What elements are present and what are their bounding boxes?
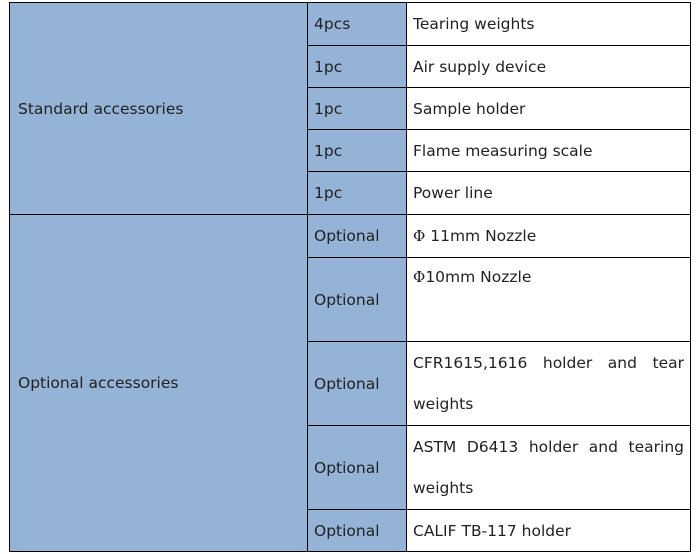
item-text: 10mm Nozzle <box>425 268 532 286</box>
item-cell: CFR1615,1616 holder and tear weights <box>407 342 691 426</box>
item-cell: Air supply device <box>407 46 691 88</box>
item-cell <box>407 215 691 258</box>
item-cell: CALIF TB-117 holder <box>407 510 691 552</box>
table-row <box>10 215 691 258</box>
diameter-symbol: Φ <box>413 268 426 286</box>
quantity-cell: Optional <box>308 426 407 510</box>
category-standard-accessories: Standard accessories <box>10 3 308 215</box>
quantity-cell: Optional <box>308 342 407 426</box>
quantity-cell: 1pc <box>308 88 407 130</box>
quantity-cell: Optional <box>308 215 407 258</box>
item-cell: Tearing weights <box>407 3 691 46</box>
item-cell: Sample holder <box>407 88 691 130</box>
quantity-cell: 1pc <box>308 172 407 215</box>
quantity-cell: Optional <box>308 258 407 342</box>
quantity-cell: 1pc <box>308 130 407 172</box>
item-cell: ASTM D6413 holder and tearing weights <box>407 426 691 510</box>
table-row <box>10 3 691 46</box>
accessories-table <box>9 2 691 552</box>
category-optional-accessories: Optional accessories <box>10 215 308 552</box>
item-cell: Power line <box>407 172 691 215</box>
item-cell <box>407 258 691 342</box>
item-cell: Flame measuring scale <box>407 130 691 172</box>
quantity-cell: 1pc <box>308 46 407 88</box>
item-text: 11mm Nozzle <box>425 227 537 245</box>
quantity-cell: 4pcs <box>308 3 407 46</box>
diameter-symbol: Φ <box>413 227 426 245</box>
quantity-cell: Optional <box>308 510 407 552</box>
